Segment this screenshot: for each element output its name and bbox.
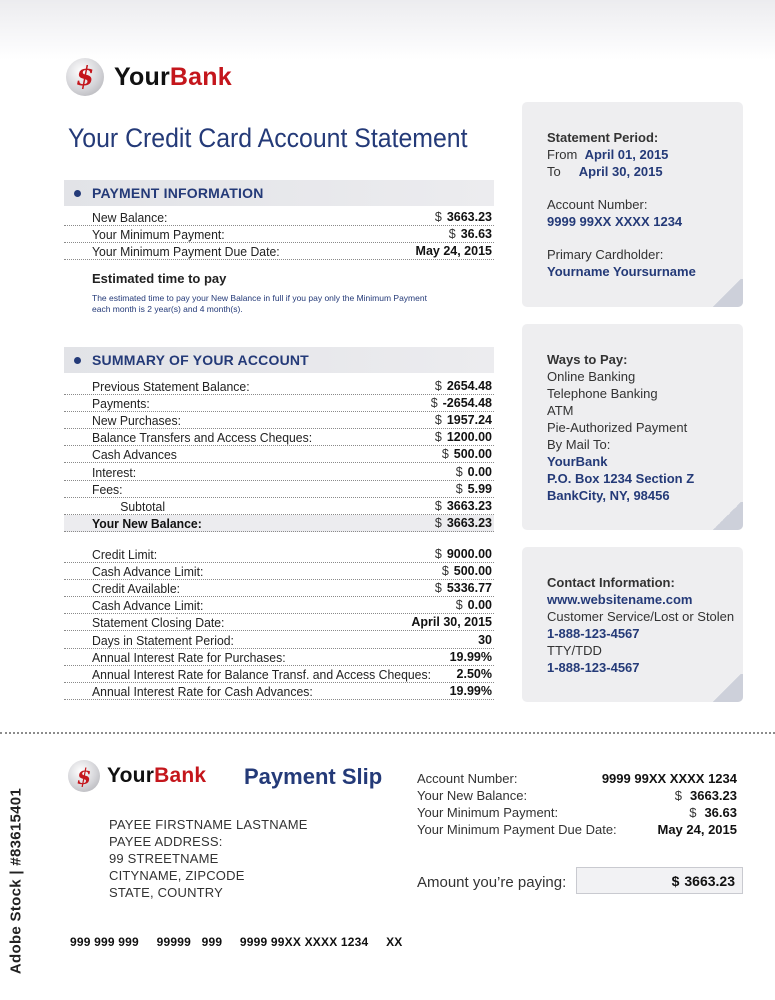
row-currency: $ <box>441 447 449 462</box>
pay-method: ATM <box>547 403 574 418</box>
pay-method: Online Banking <box>547 369 636 384</box>
statement-row <box>64 631 494 648</box>
mail-name: YourBank <box>547 454 608 469</box>
service-label: Customer Service/Lost or Stolen <box>547 609 735 624</box>
slip-row-currency: $ <box>674 788 682 803</box>
slip-row <box>417 770 737 787</box>
statement-row <box>64 429 494 446</box>
row-value <box>435 379 492 394</box>
row-label: Interest: <box>92 464 137 480</box>
row-currency: $ <box>430 396 438 411</box>
row-value <box>435 499 492 514</box>
row-amount: 36.63 <box>460 227 492 242</box>
slip-row-amount: May 24, 2015 <box>657 822 737 837</box>
slip-row <box>417 821 737 838</box>
row-value <box>435 430 492 445</box>
row-value <box>411 615 492 630</box>
statement-row <box>64 463 494 480</box>
cardholder-name: Yourname Yoursurname <box>547 264 696 279</box>
estimate-title: Estimated time to pay <box>92 271 227 286</box>
statement-row <box>64 515 494 532</box>
slip-row-currency: $ <box>689 805 697 820</box>
row-amount: May 24, 2015 <box>415 244 492 259</box>
row-currency: $ <box>448 227 456 242</box>
statement-row <box>64 481 494 498</box>
row-currency: $ <box>434 430 442 445</box>
statement-row <box>64 597 494 614</box>
row-label: Days in Statement Period: <box>92 632 234 648</box>
summary-title: SUMMARY OF YOUR ACCOUNT <box>92 352 309 368</box>
row-amount: 2654.48 <box>446 379 492 394</box>
slip-row-amount: 36.63 <box>704 805 737 820</box>
slip-row-label: Account Number: <box>417 771 518 786</box>
mail-line2: BankCity, NY, 98456 <box>547 488 670 503</box>
summary-header <box>64 347 494 373</box>
ways-heading: Ways to Pay: <box>547 352 628 367</box>
row-value <box>431 396 492 411</box>
slip-logo <box>68 760 206 792</box>
slip-row <box>417 804 737 821</box>
slip-row-value <box>675 787 737 804</box>
row-amount: 1957.24 <box>446 413 492 428</box>
row-value <box>457 667 492 682</box>
payee-name: PAYEE FIRSTNAME LASTNAME <box>109 817 308 832</box>
statement-row <box>64 209 494 226</box>
slip-row-value <box>689 804 737 821</box>
row-value <box>478 633 492 648</box>
row-label: Cash Advance Limit: <box>92 598 204 614</box>
micr-line: 999 999 999 99999 999 9999 99XX XXXX 1234 XX <box>70 935 403 949</box>
statement-row <box>64 546 494 563</box>
ways-to-pay-panel <box>522 324 743 530</box>
row-currency: $ <box>434 210 442 225</box>
row-amount: 2.50% <box>456 666 492 681</box>
bank-logo <box>66 58 232 96</box>
page-fold-icon <box>711 674 743 702</box>
row-label: Balance Transfers and Access Cheques: <box>92 430 313 446</box>
row-amount: 30 <box>478 632 492 647</box>
row-label: Cash Advance Limit: <box>92 564 204 580</box>
row-label: Payments: <box>92 396 150 412</box>
row-value <box>456 598 492 613</box>
row-label: Annual Interest Rate for Balance Transf. and Access Cheques: <box>92 666 431 682</box>
row-currency: $ <box>434 498 442 513</box>
bullet-icon <box>74 357 81 364</box>
row-currency: $ <box>434 547 442 562</box>
slip-title: Payment Slip <box>244 764 383 789</box>
row-amount: 500.00 <box>453 447 492 462</box>
row-currency: $ <box>434 379 442 394</box>
slip-row-label: Your Minimum Payment Due Date: <box>417 822 617 837</box>
row-label: Previous Statement Balance: <box>92 379 250 395</box>
tty-phone: 1-888-123-4567 <box>547 660 640 675</box>
account-label: Account Number: <box>547 197 648 212</box>
stock-id-label: Adobe Stock | #83615401 <box>7 787 25 975</box>
statement-row <box>64 580 494 597</box>
row-amount: April 30, 2015 <box>411 615 492 630</box>
estimate-text: The estimated time to pay your New Balance in full if you pay only the Minimum Payment each month is 2 year(s) and 4 month(s). <box>92 293 427 314</box>
row-amount: 1200.00 <box>446 430 492 445</box>
page-title: Your Credit Card Account Statement <box>68 123 468 153</box>
row-label: Your Minimum Payment Due Date: <box>92 244 280 260</box>
payment-info-rows <box>64 209 494 260</box>
bullet-icon <box>74 190 81 197</box>
row-value <box>435 210 492 225</box>
row-label: Credit Limit: <box>92 547 158 563</box>
page-fold-icon <box>711 502 743 530</box>
period-label: Statement Period: <box>547 130 659 145</box>
payment-info-header <box>64 180 494 206</box>
row-label: New Purchases: <box>92 413 181 429</box>
row-label: Subtotal <box>120 498 166 514</box>
amount-currency: $ <box>671 872 680 889</box>
logo-wordmark: YourBank <box>107 764 207 787</box>
row-value <box>456 465 492 480</box>
statement-row <box>64 498 494 515</box>
slip-row-label: Your Minimum Payment: <box>417 805 559 820</box>
period-from: From April 01, 2015 <box>547 147 669 162</box>
row-currency: $ <box>434 515 442 530</box>
row-value <box>456 482 492 497</box>
row-label: Fees: <box>92 481 123 497</box>
row-value <box>435 516 492 531</box>
row-currency: $ <box>441 564 449 579</box>
row-currency: $ <box>455 481 463 496</box>
statement-row <box>64 243 494 260</box>
logo-dollar-icon: $ <box>66 58 104 96</box>
credit-rows <box>64 546 494 700</box>
row-value <box>449 227 492 242</box>
amount-paying-field[interactable] <box>576 867 743 894</box>
row-amount: -2654.48 <box>442 396 492 411</box>
statement-row <box>64 683 494 700</box>
logo-dollar-icon: $ <box>68 760 100 792</box>
slip-row-value <box>602 770 737 787</box>
row-label: Annual Interest Rate for Purchases: <box>92 649 286 665</box>
row-currency: $ <box>455 598 463 613</box>
slip-row-amount: 9999 99XX XXXX 1234 <box>601 771 737 786</box>
row-label: Credit Available: <box>92 581 181 597</box>
statement-row <box>64 649 494 666</box>
tear-line <box>0 732 775 734</box>
payee-address-label: PAYEE ADDRESS: <box>109 834 223 849</box>
statement-row <box>64 563 494 580</box>
website-link[interactable]: www.websitename.com <box>547 592 693 607</box>
statement-row <box>64 614 494 631</box>
contact-panel <box>522 547 743 702</box>
period-to: To April 30, 2015 <box>547 164 663 179</box>
row-label: Your Minimum Payment: <box>92 227 225 243</box>
cardholder-label: Primary Cardholder: <box>547 247 664 262</box>
contact-heading: Contact Information: <box>547 575 675 590</box>
row-value <box>435 581 492 596</box>
row-amount: 3663.23 <box>446 515 492 530</box>
slip-row-value <box>657 821 737 838</box>
statement-row <box>64 226 494 243</box>
row-label: New Balance: <box>92 210 168 226</box>
payee-street: 99 STREETNAME <box>109 851 219 866</box>
row-label: Statement Closing Date: <box>92 615 225 631</box>
page-fold-icon <box>711 279 743 307</box>
row-amount: 5336.77 <box>446 581 492 596</box>
row-value <box>416 244 492 259</box>
statement-row <box>64 412 494 429</box>
row-currency: $ <box>434 413 442 428</box>
row-amount: 0.00 <box>467 598 492 613</box>
slip-row <box>417 787 737 804</box>
row-label: Your New Balance: <box>92 515 202 531</box>
payment-info-title: PAYMENT INFORMATION <box>92 185 264 201</box>
payee-city: CITYNAME, ZIPCODE <box>109 868 245 883</box>
row-label: Annual Interest Rate for Cash Advances: <box>92 683 313 699</box>
account-number: 9999 99XX XXXX 1234 <box>547 214 683 229</box>
row-label: Cash Advances <box>92 447 177 463</box>
statement-row <box>64 395 494 412</box>
payee-state: STATE, COUNTRY <box>109 885 224 900</box>
statement-row <box>64 666 494 683</box>
pay-method: Telephone Banking <box>547 386 658 401</box>
statement-period-panel <box>522 102 743 307</box>
row-value <box>442 447 492 462</box>
statement-row <box>64 446 494 463</box>
slip-row-amount: 3663.23 <box>690 788 737 803</box>
row-amount: 500.00 <box>453 564 492 579</box>
summary-rows <box>64 378 494 532</box>
tty-label: TTY/TDD <box>547 643 602 658</box>
amount-value: 3663.23 <box>684 872 735 889</box>
row-value <box>450 650 492 665</box>
logo-wordmark: YourBank <box>114 62 232 91</box>
row-amount: 3663.23 <box>446 498 492 513</box>
pay-method: By Mail To: <box>547 437 611 452</box>
pay-method: Pie-Authorized Payment <box>547 420 688 435</box>
statement-row <box>64 378 494 395</box>
payee-block <box>109 816 308 901</box>
row-amount: 5.99 <box>467 481 492 496</box>
amount-label: Amount you’re paying: <box>417 874 567 891</box>
row-amount: 19.99% <box>449 683 492 698</box>
row-value <box>450 684 492 699</box>
row-amount: 19.99% <box>449 649 492 664</box>
row-currency: $ <box>455 464 463 479</box>
row-amount: 3663.23 <box>446 210 492 225</box>
slip-details <box>417 770 737 838</box>
row-amount: 9000.00 <box>446 547 492 562</box>
row-currency: $ <box>434 581 442 596</box>
row-amount: 0.00 <box>467 464 492 479</box>
row-value <box>442 564 492 579</box>
row-value <box>435 547 492 562</box>
service-phone: 1-888-123-4567 <box>547 626 640 641</box>
slip-row-label: Your New Balance: <box>417 788 528 803</box>
row-value <box>435 413 492 428</box>
mail-line1: P.O. Box 1234 Section Z <box>547 471 695 486</box>
